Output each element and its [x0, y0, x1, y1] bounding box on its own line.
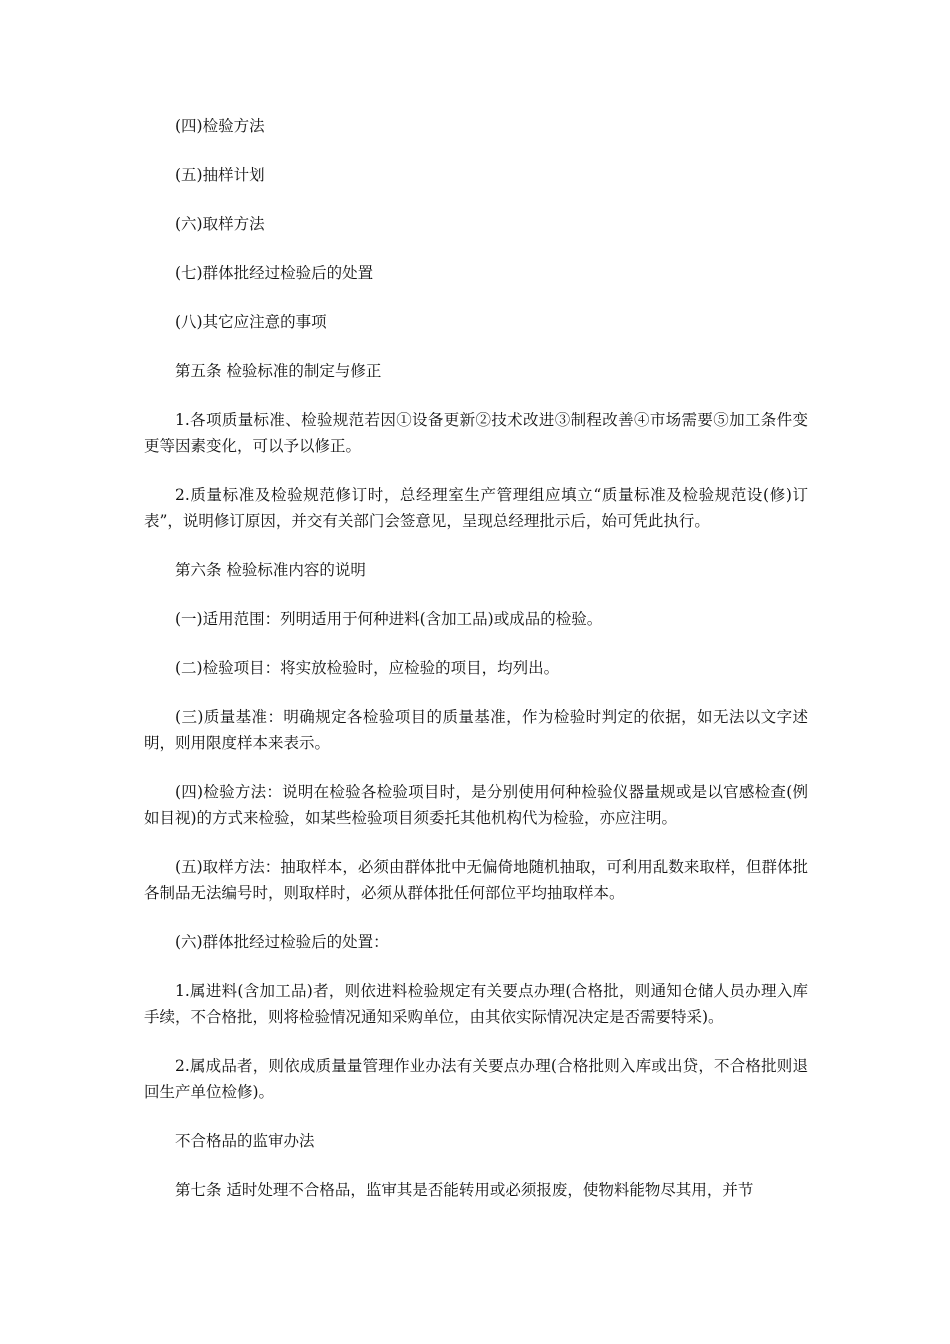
article-6-items: (二)检验项目：将实放检验时，应检验的项目，均列出。	[175, 659, 560, 677]
article-6-scope: (一)适用范围：列明适用于何种进料(含加工品)或成品的检验。	[175, 610, 603, 628]
article-6-sampling: (五)取样方法：抽取样本，必须由群体批中无偏倚地随机抽取，可利用乱数来取样，但群体批各制品无法编号时，则取样时，必须从群体批任何部位平均抽取样本。	[144, 858, 808, 902]
document-body	[144, 113, 808, 1226]
article-7-text: 第七条 适时处理不合格品，监审其是否能转用或必须报废，使物料能物尽其用，并节	[175, 1181, 754, 1199]
article-5-clause-1: 1.各项质量标准、检验规范若因①设备更新②技术改进③制程改善④市场需要⑤加工条件变更等因素变化，可以予以修正。	[144, 411, 808, 455]
section-heading-nonconforming: 不合格品的监审办法	[175, 1132, 315, 1150]
article-6-method: (四)检验方法：说明在检验各检验项目时，是分别使用何种检验仪器量规或是以官感检查(例如目视)的方式来检验，如某些检验项目须委托其他机构代为检验，亦应注明。	[144, 783, 808, 827]
article-5-clause-2: 2.质量标准及检验规范修订时，总经理室生产管理组应填立“质量标准及检验规范设(修)订表”，说明修订原因，并交有关部门会签意见，呈现总经理批示后，始可凭此执行。	[144, 486, 808, 530]
article-6-quality-basis: (三)质量基准：明确规定各检验项目的质量基准，作为检验时判定的依据，如无法以文字述明，则用限度样本来表示。	[144, 708, 808, 752]
list-item-lot-disposal: (七)群体批经过检验后的处置	[175, 264, 374, 282]
article-5-heading: 第五条 检验标准的制定与修正	[175, 362, 382, 380]
list-item-sampling-method: (六)取样方法	[175, 215, 265, 233]
disposal-clause-1: 1.属进料(含加工品)者，则依进料检验规定有关要点办理(合格批，则通知仓储人员办理入库手续，不合格批，则将检验情况通知采购单位，由其依实际情况决定是否需要特采)。	[144, 982, 808, 1026]
list-item-other-notes: (八)其它应注意的事项	[175, 313, 327, 331]
disposal-clause-2: 2.属成品者，则依成质量量管理作业办法有关要点办理(合格批则入库或出贷，不合格批则退回生产单位检修)。	[144, 1057, 808, 1101]
list-item-inspection-method: (四)检验方法	[175, 117, 265, 135]
article-6-heading: 第六条 检验标准内容的说明	[175, 561, 366, 579]
article-6-disposal: (六)群体批经过检验后的处置：	[175, 933, 389, 951]
list-item-sampling-plan: (五)抽样计划	[175, 166, 265, 184]
